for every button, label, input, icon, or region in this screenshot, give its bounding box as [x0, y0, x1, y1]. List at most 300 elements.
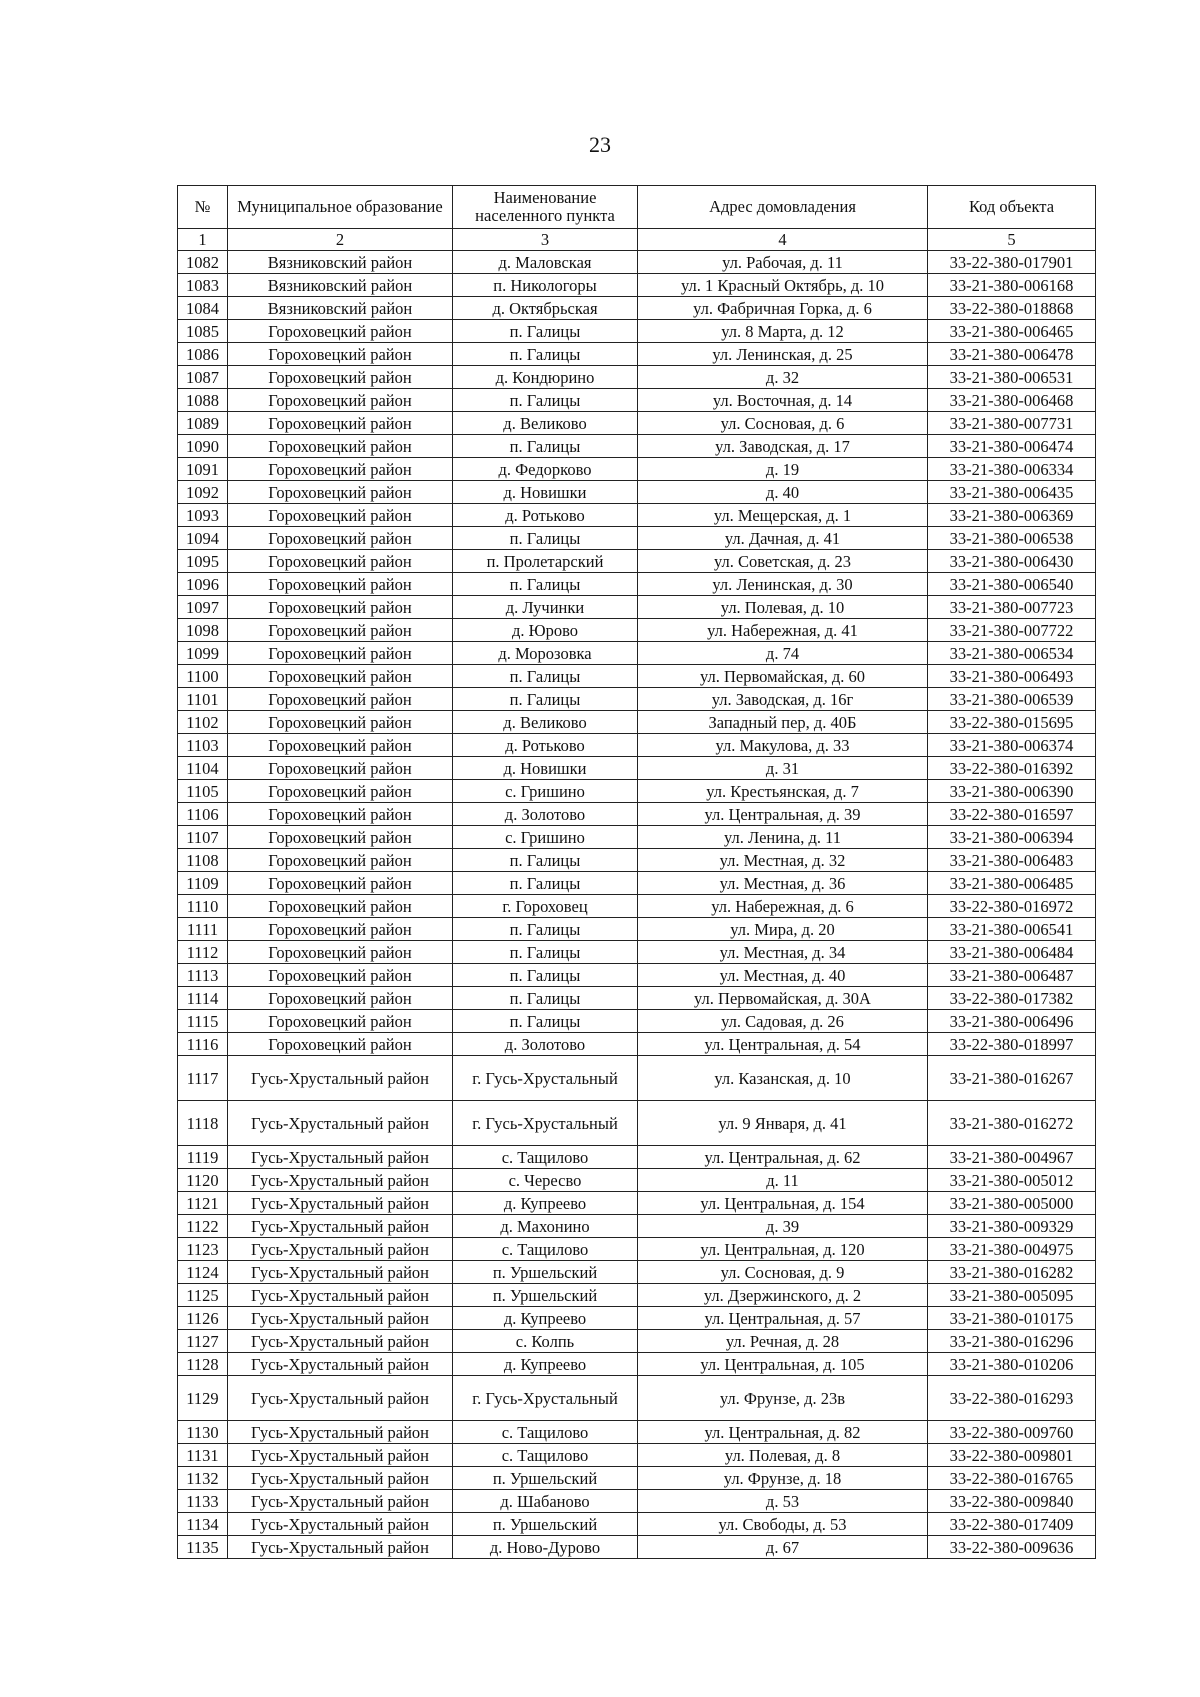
- settlement-cell: п. Пролетарский: [453, 550, 638, 573]
- settlement-cell: д. Купреево: [453, 1353, 638, 1376]
- row-number-cell: 1088: [178, 389, 228, 412]
- municipality-cell: Гусь-Хрустальный район: [228, 1215, 453, 1238]
- row-number-cell: 1090: [178, 435, 228, 458]
- row-number-cell: 1124: [178, 1261, 228, 1284]
- settlement-cell: с. Тащилово: [453, 1238, 638, 1261]
- municipality-cell: Гусь-Хрустальный район: [228, 1330, 453, 1353]
- municipality-cell: Гусь-Хрустальный район: [228, 1192, 453, 1215]
- settlement-cell: д. Октябрьская: [453, 297, 638, 320]
- settlement-cell: п. Уршельский: [453, 1284, 638, 1307]
- row-number-cell: 1095: [178, 550, 228, 573]
- object-code-cell: 33-21-380-006487: [928, 964, 1096, 987]
- address-cell: ул. Рабочая, д. 11: [638, 251, 928, 274]
- address-cell: ул. Советская, д. 23: [638, 550, 928, 573]
- row-number-cell: 1118: [178, 1101, 228, 1146]
- object-code-cell: 33-22-380-009760: [928, 1421, 1096, 1444]
- object-code-cell: 33-21-380-006374: [928, 734, 1096, 757]
- object-code-cell: 33-21-380-006394: [928, 826, 1096, 849]
- column-number: 5: [928, 229, 1096, 251]
- table-row: [178, 964, 1096, 987]
- object-code-cell: 33-21-380-004975: [928, 1238, 1096, 1261]
- municipality-cell: Гусь-Хрустальный район: [228, 1513, 453, 1536]
- table-row: [178, 803, 1096, 826]
- table-row: [178, 642, 1096, 665]
- address-cell: ул. Центральная, д. 62: [638, 1146, 928, 1169]
- table-row: [178, 987, 1096, 1010]
- settlement-cell: д. Махонино: [453, 1215, 638, 1238]
- address-cell: ул. Мира, д. 20: [638, 918, 928, 941]
- table-row: [178, 780, 1096, 803]
- object-code-cell: 33-21-380-006390: [928, 780, 1096, 803]
- table-row: [178, 1330, 1096, 1353]
- table-body: [178, 251, 1096, 1559]
- municipality-cell: Гороховецкий район: [228, 734, 453, 757]
- object-code-cell: 33-22-380-009801: [928, 1444, 1096, 1467]
- table-row: [178, 872, 1096, 895]
- row-number-cell: 1098: [178, 619, 228, 642]
- object-code-cell: 33-21-380-016296: [928, 1330, 1096, 1353]
- row-number-cell: 1102: [178, 711, 228, 734]
- municipality-cell: Гусь-Хрустальный район: [228, 1056, 453, 1101]
- municipality-cell: Гороховецкий район: [228, 1010, 453, 1033]
- object-code-cell: 33-21-380-006484: [928, 941, 1096, 964]
- municipality-cell: Гороховецкий район: [228, 642, 453, 665]
- municipality-cell: Гороховецкий район: [228, 504, 453, 527]
- object-code-cell: 33-22-380-016597: [928, 803, 1096, 826]
- settlement-cell: д. Золотово: [453, 803, 638, 826]
- settlement-cell: п. Галицы: [453, 343, 638, 366]
- address-cell: ул. Сосновая, д. 9: [638, 1261, 928, 1284]
- row-number-cell: 1108: [178, 849, 228, 872]
- municipality-cell: Гусь-Хрустальный район: [228, 1284, 453, 1307]
- table-row: [178, 1467, 1096, 1490]
- object-code-cell: 33-21-380-010206: [928, 1353, 1096, 1376]
- table-row: [178, 895, 1096, 918]
- row-number-cell: 1089: [178, 412, 228, 435]
- municipality-cell: Гороховецкий район: [228, 849, 453, 872]
- municipality-cell: Гороховецкий район: [228, 343, 453, 366]
- object-code-cell: 33-21-380-007731: [928, 412, 1096, 435]
- object-code-cell: 33-21-380-006483: [928, 849, 1096, 872]
- object-code-cell: 33-21-380-016272: [928, 1101, 1096, 1146]
- object-code-cell: 33-21-380-007722: [928, 619, 1096, 642]
- object-code-cell: 33-21-380-006465: [928, 320, 1096, 343]
- object-code-cell: 33-22-380-009636: [928, 1536, 1096, 1559]
- address-cell: ул. Фрунзе, д. 23в: [638, 1376, 928, 1421]
- table-row: [178, 1261, 1096, 1284]
- table-row: [178, 596, 1096, 619]
- object-code-cell: 33-22-380-017901: [928, 251, 1096, 274]
- address-cell: ул. Местная, д. 34: [638, 941, 928, 964]
- address-cell: ул. 8 Марта, д. 12: [638, 320, 928, 343]
- settlement-cell: п. Галицы: [453, 320, 638, 343]
- municipality-cell: Гороховецкий район: [228, 987, 453, 1010]
- municipality-cell: Гусь-Хрустальный район: [228, 1444, 453, 1467]
- settlement-cell: д. Золотово: [453, 1033, 638, 1056]
- address-cell: ул. Крестьянская, д. 7: [638, 780, 928, 803]
- settlement-cell: с. Тащилово: [453, 1444, 638, 1467]
- object-code-cell: 33-22-380-018868: [928, 297, 1096, 320]
- settlement-cell: г. Гусь-Хрустальный: [453, 1056, 638, 1101]
- table-row: [178, 481, 1096, 504]
- address-cell: ул. Ленина, д. 11: [638, 826, 928, 849]
- address-cell: д. 53: [638, 1490, 928, 1513]
- row-number-cell: 1128: [178, 1353, 228, 1376]
- table-row: [178, 274, 1096, 297]
- table-row: [178, 297, 1096, 320]
- object-code-cell: 33-21-380-006538: [928, 527, 1096, 550]
- row-number-cell: 1113: [178, 964, 228, 987]
- table-row: [178, 1490, 1096, 1513]
- table-row: [178, 527, 1096, 550]
- object-code-cell: 33-21-380-007723: [928, 596, 1096, 619]
- object-code-cell: 33-21-380-006369: [928, 504, 1096, 527]
- object-code-cell: 33-21-380-006334: [928, 458, 1096, 481]
- object-code-cell: 33-21-380-006493: [928, 665, 1096, 688]
- row-number-cell: 1123: [178, 1238, 228, 1261]
- municipality-cell: Гороховецкий район: [228, 619, 453, 642]
- address-cell: ул. Полевая, д. 10: [638, 596, 928, 619]
- table-row: [178, 343, 1096, 366]
- settlement-cell: д. Маловская: [453, 251, 638, 274]
- address-cell: Западный пер, д. 40Б: [638, 711, 928, 734]
- row-number-cell: 1104: [178, 757, 228, 780]
- row-number-cell: 1100: [178, 665, 228, 688]
- table-row: [178, 665, 1096, 688]
- settlement-cell: д. Шабаново: [453, 1490, 638, 1513]
- address-cell: ул. Макулова, д. 33: [638, 734, 928, 757]
- settlement-cell: с. Колпь: [453, 1330, 638, 1353]
- object-code-cell: 33-22-380-009840: [928, 1490, 1096, 1513]
- row-number-cell: 1115: [178, 1010, 228, 1033]
- row-number-cell: 1126: [178, 1307, 228, 1330]
- object-code-cell: 33-21-380-006539: [928, 688, 1096, 711]
- table-row: [178, 1536, 1096, 1559]
- table-row: [178, 1215, 1096, 1238]
- row-number-cell: 1094: [178, 527, 228, 550]
- table-row: [178, 1353, 1096, 1376]
- object-code-cell: 33-21-380-006478: [928, 343, 1096, 366]
- settlement-cell: г. Гусь-Хрустальный: [453, 1101, 638, 1146]
- address-cell: ул. Первомайская, д. 60: [638, 665, 928, 688]
- table-row: [178, 941, 1096, 964]
- address-cell: д. 19: [638, 458, 928, 481]
- municipality-cell: Гороховецкий район: [228, 826, 453, 849]
- address-cell: ул. Набережная, д. 6: [638, 895, 928, 918]
- row-number-cell: 1083: [178, 274, 228, 297]
- table-row: [178, 849, 1096, 872]
- settlement-cell: п. Галицы: [453, 527, 638, 550]
- object-code-cell: 33-21-380-006168: [928, 274, 1096, 297]
- table-row: [178, 1421, 1096, 1444]
- row-number-cell: 1097: [178, 596, 228, 619]
- address-cell: ул. Центральная, д. 39: [638, 803, 928, 826]
- object-code-cell: 33-21-380-006430: [928, 550, 1096, 573]
- table-row: [178, 366, 1096, 389]
- object-code-cell: 33-22-380-016765: [928, 1467, 1096, 1490]
- row-number-cell: 1112: [178, 941, 228, 964]
- settlement-cell: п. Галицы: [453, 1010, 638, 1033]
- municipality-cell: Гусь-Хрустальный район: [228, 1169, 453, 1192]
- table-row: [178, 711, 1096, 734]
- table-row: [178, 1146, 1096, 1169]
- municipality-cell: Гусь-Хрустальный район: [228, 1490, 453, 1513]
- header-municipality: Муниципальное образование: [228, 186, 453, 229]
- object-code-cell: 33-21-380-006496: [928, 1010, 1096, 1033]
- municipality-cell: Гусь-Хрустальный район: [228, 1261, 453, 1284]
- settlement-cell: п. Галицы: [453, 389, 638, 412]
- object-code-cell: 33-21-380-006540: [928, 573, 1096, 596]
- row-number-cell: 1086: [178, 343, 228, 366]
- municipality-cell: Гусь-Хрустальный район: [228, 1146, 453, 1169]
- municipality-cell: Гороховецкий район: [228, 964, 453, 987]
- object-code-cell: 33-22-380-017409: [928, 1513, 1096, 1536]
- address-cell: ул. Центральная, д. 82: [638, 1421, 928, 1444]
- address-cell: ул. Свободы, д. 53: [638, 1513, 928, 1536]
- address-cell: д. 40: [638, 481, 928, 504]
- row-number-cell: 1129: [178, 1376, 228, 1421]
- municipality-cell: Гороховецкий район: [228, 573, 453, 596]
- row-number-cell: 1099: [178, 642, 228, 665]
- object-code-cell: 33-21-380-005000: [928, 1192, 1096, 1215]
- address-cell: д. 39: [638, 1215, 928, 1238]
- address-cell: д. 11: [638, 1169, 928, 1192]
- municipality-cell: Гусь-Хрустальный район: [228, 1353, 453, 1376]
- row-number-cell: 1133: [178, 1490, 228, 1513]
- table-row: [178, 1056, 1096, 1101]
- settlement-cell: п. Галицы: [453, 665, 638, 688]
- settlement-cell: д. Ротьково: [453, 734, 638, 757]
- address-cell: ул. 1 Красный Октябрь, д. 10: [638, 274, 928, 297]
- table-row: [178, 1238, 1096, 1261]
- municipality-cell: Вязниковский район: [228, 251, 453, 274]
- table-row: [178, 389, 1096, 412]
- object-code-cell: 33-21-380-016282: [928, 1261, 1096, 1284]
- municipality-cell: Гороховецкий район: [228, 412, 453, 435]
- row-number-cell: 1105: [178, 780, 228, 803]
- table-row: [178, 412, 1096, 435]
- municipality-cell: Гороховецкий район: [228, 435, 453, 458]
- settlement-cell: д. Новишки: [453, 757, 638, 780]
- municipality-cell: Гороховецкий район: [228, 550, 453, 573]
- object-code-cell: 33-22-380-016392: [928, 757, 1096, 780]
- settlement-cell: с. Чересво: [453, 1169, 638, 1192]
- table-row: [178, 619, 1096, 642]
- row-number-cell: 1111: [178, 918, 228, 941]
- address-cell: ул. Ленинская, д. 25: [638, 343, 928, 366]
- row-number-cell: 1130: [178, 1421, 228, 1444]
- row-number-cell: 1101: [178, 688, 228, 711]
- settlement-cell: п. Галицы: [453, 918, 638, 941]
- address-cell: ул. Фабричная Горка, д. 6: [638, 297, 928, 320]
- table-row: [178, 757, 1096, 780]
- settlement-cell: д. Новишки: [453, 481, 638, 504]
- address-cell: ул. Сосновая, д. 6: [638, 412, 928, 435]
- address-cell: ул. Первомайская, д. 30А: [638, 987, 928, 1010]
- settlement-cell: п. Уршельский: [453, 1513, 638, 1536]
- object-code-cell: 33-22-380-017382: [928, 987, 1096, 1010]
- table-row: [178, 251, 1096, 274]
- column-number: 1: [178, 229, 228, 251]
- table-row: [178, 1376, 1096, 1421]
- row-number-cell: 1122: [178, 1215, 228, 1238]
- municipality-cell: Гороховецкий район: [228, 803, 453, 826]
- row-number-cell: 1084: [178, 297, 228, 320]
- settlement-cell: д. Морозовка: [453, 642, 638, 665]
- address-cell: ул. Заводская, д. 16г: [638, 688, 928, 711]
- table-row: [178, 688, 1096, 711]
- row-number-cell: 1131: [178, 1444, 228, 1467]
- row-number-cell: 1103: [178, 734, 228, 757]
- municipality-cell: Гороховецкий район: [228, 596, 453, 619]
- municipality-cell: Гороховецкий район: [228, 918, 453, 941]
- settlement-cell: с. Гришино: [453, 780, 638, 803]
- table-row: [178, 320, 1096, 343]
- settlement-cell: д. Ротьково: [453, 504, 638, 527]
- header-row: [178, 186, 1096, 229]
- municipality-cell: Гусь-Хрустальный район: [228, 1536, 453, 1559]
- municipality-cell: Гороховецкий район: [228, 320, 453, 343]
- address-cell: ул. Дачная, д. 41: [638, 527, 928, 550]
- municipality-cell: Гусь-Хрустальный район: [228, 1101, 453, 1146]
- settlement-cell: д. Юрово: [453, 619, 638, 642]
- row-number-cell: 1120: [178, 1169, 228, 1192]
- address-cell: ул. Мещерская, д. 1: [638, 504, 928, 527]
- address-cell: ул. Речная, д. 28: [638, 1330, 928, 1353]
- object-code-cell: 33-21-380-006474: [928, 435, 1096, 458]
- municipality-cell: Гусь-Хрустальный район: [228, 1467, 453, 1490]
- registry-table: [177, 185, 1096, 1559]
- settlement-cell: п. Галицы: [453, 688, 638, 711]
- row-number-cell: 1109: [178, 872, 228, 895]
- address-cell: ул. Центральная, д. 105: [638, 1353, 928, 1376]
- municipality-cell: Гороховецкий район: [228, 941, 453, 964]
- settlement-cell: г. Гусь-Хрустальный: [453, 1376, 638, 1421]
- municipality-cell: Гороховецкий район: [228, 389, 453, 412]
- row-number-cell: 1125: [178, 1284, 228, 1307]
- settlement-cell: п. Галицы: [453, 964, 638, 987]
- municipality-cell: Гусь-Хрустальный район: [228, 1421, 453, 1444]
- municipality-cell: Вязниковский район: [228, 274, 453, 297]
- table-row: [178, 734, 1096, 757]
- table-row: [178, 1169, 1096, 1192]
- table-row: [178, 435, 1096, 458]
- municipality-cell: Гороховецкий район: [228, 481, 453, 504]
- settlement-cell: п. Галицы: [453, 872, 638, 895]
- address-cell: д. 31: [638, 757, 928, 780]
- municipality-cell: Гороховецкий район: [228, 757, 453, 780]
- object-code-cell: 33-22-380-018997: [928, 1033, 1096, 1056]
- table-row: [178, 550, 1096, 573]
- address-cell: ул. Местная, д. 32: [638, 849, 928, 872]
- table-row: [178, 1101, 1096, 1146]
- address-cell: д. 32: [638, 366, 928, 389]
- address-cell: ул. Центральная, д. 57: [638, 1307, 928, 1330]
- settlement-cell: п. Галицы: [453, 435, 638, 458]
- address-cell: ул. Восточная, д. 14: [638, 389, 928, 412]
- row-number-cell: 1093: [178, 504, 228, 527]
- object-code-cell: 33-21-380-004967: [928, 1146, 1096, 1169]
- table-row: [178, 1284, 1096, 1307]
- header-number: №: [178, 186, 228, 229]
- address-cell: ул. Центральная, д. 154: [638, 1192, 928, 1215]
- table-row: [178, 573, 1096, 596]
- header-settlement: Наименование населенного пункта: [453, 186, 638, 229]
- settlement-cell: д. Великово: [453, 711, 638, 734]
- object-code-cell: 33-21-380-010175: [928, 1307, 1096, 1330]
- settlement-cell: д. Великово: [453, 412, 638, 435]
- column-number: 4: [638, 229, 928, 251]
- table-row: [178, 504, 1096, 527]
- settlement-cell: д. Кондюрино: [453, 366, 638, 389]
- settlement-cell: с. Гришино: [453, 826, 638, 849]
- address-cell: ул. Дзержинского, д. 2: [638, 1284, 928, 1307]
- address-cell: ул. Полевая, д. 8: [638, 1444, 928, 1467]
- object-code-cell: 33-21-380-006435: [928, 481, 1096, 504]
- row-number-cell: 1117: [178, 1056, 228, 1101]
- object-code-cell: 33-21-380-006541: [928, 918, 1096, 941]
- settlement-cell: п. Галицы: [453, 849, 638, 872]
- row-number-cell: 1110: [178, 895, 228, 918]
- address-cell: ул. Местная, д. 40: [638, 964, 928, 987]
- municipality-cell: Гороховецкий район: [228, 688, 453, 711]
- address-cell: ул. Центральная, д. 120: [638, 1238, 928, 1261]
- object-code-cell: 33-21-380-005095: [928, 1284, 1096, 1307]
- address-cell: д. 67: [638, 1536, 928, 1559]
- municipality-cell: Вязниковский район: [228, 297, 453, 320]
- row-number-cell: 1135: [178, 1536, 228, 1559]
- address-cell: ул. Местная, д. 36: [638, 872, 928, 895]
- row-number-cell: 1121: [178, 1192, 228, 1215]
- table-row: [178, 1444, 1096, 1467]
- settlement-cell: д. Ново-Дурово: [453, 1536, 638, 1559]
- settlement-cell: п. Галицы: [453, 987, 638, 1010]
- settlement-cell: г. Гороховец: [453, 895, 638, 918]
- header-address: Адрес домовладения: [638, 186, 928, 229]
- settlement-cell: д. Федорково: [453, 458, 638, 481]
- settlement-cell: п. Никологоры: [453, 274, 638, 297]
- address-cell: ул. Заводская, д. 17: [638, 435, 928, 458]
- object-code-cell: 33-21-380-016267: [928, 1056, 1096, 1101]
- municipality-cell: Гороховецкий район: [228, 665, 453, 688]
- object-code-cell: 33-21-380-006485: [928, 872, 1096, 895]
- object-code-cell: 33-21-380-005012: [928, 1169, 1096, 1192]
- row-number-cell: 1107: [178, 826, 228, 849]
- object-code-cell: 33-22-380-016972: [928, 895, 1096, 918]
- row-number-cell: 1134: [178, 1513, 228, 1536]
- row-number-cell: 1091: [178, 458, 228, 481]
- row-number-cell: 1114: [178, 987, 228, 1010]
- row-number-cell: 1119: [178, 1146, 228, 1169]
- settlement-cell: п. Галицы: [453, 573, 638, 596]
- column-number: 3: [453, 229, 638, 251]
- row-number-cell: 1085: [178, 320, 228, 343]
- column-number: 2: [228, 229, 453, 251]
- object-code-cell: 33-21-380-006534: [928, 642, 1096, 665]
- object-code-cell: 33-21-380-009329: [928, 1215, 1096, 1238]
- table-row: [178, 458, 1096, 481]
- settlement-cell: с. Тащилово: [453, 1146, 638, 1169]
- header-object-code: Код объекта: [928, 186, 1096, 229]
- address-cell: ул. Набережная, д. 41: [638, 619, 928, 642]
- row-number-cell: 1092: [178, 481, 228, 504]
- object-code-cell: 33-22-380-015695: [928, 711, 1096, 734]
- settlement-cell: п. Уршельский: [453, 1467, 638, 1490]
- municipality-cell: Гороховецкий район: [228, 458, 453, 481]
- municipality-cell: Гороховецкий район: [228, 1033, 453, 1056]
- row-number-cell: 1116: [178, 1033, 228, 1056]
- municipality-cell: Гороховецкий район: [228, 366, 453, 389]
